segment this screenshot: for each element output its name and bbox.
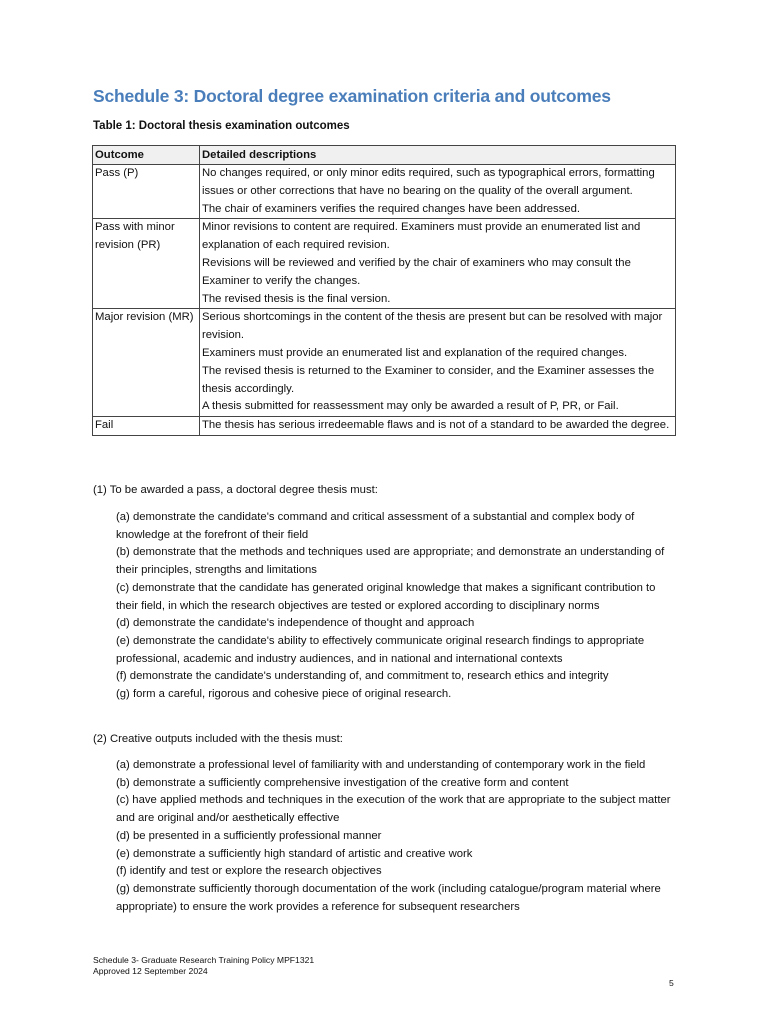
footer-policy-line: Schedule 3- Graduate Research Training Policy MPF1321 — [93, 955, 315, 965]
description-line: The revised thesis is returned to the Examiner to consider, and the Examiner assesses the thesis accordingly. — [202, 364, 655, 395]
outcome-cell: Pass (P) — [93, 165, 200, 219]
outcome-cell: Pass with minor revision (PR) — [93, 219, 200, 309]
description-line: The chair of examiners verifies the required changes have been addressed. — [202, 202, 581, 215]
description-line: Serious shortcomings in the content of the thesis are present but can be resolved with major revision. — [202, 311, 663, 342]
section-2-intro: (2) Creative outputs included with the thesis must: — [93, 733, 343, 745]
table-row — [93, 219, 676, 309]
page-title: Schedule 3: Doctoral degree examination criteria and outcomes — [93, 86, 611, 106]
description-cell — [200, 417, 676, 436]
list-item: (d) be presented in a sufficiently professional manner — [116, 829, 382, 842]
list-item: (c) have applied methods and techniques in the execution of the work that are appropriate to the subject matter and are original and/or aesthetically effective — [116, 794, 671, 825]
description-line: Examiners must provide an enumerated list and explanation of the required changes. — [202, 346, 628, 359]
description-line: Revisions will be reviewed and verified by the chair of examiners who may consult the Examiner to verify the changes. — [202, 256, 631, 287]
list-item: (e) demonstrate a sufficiently high standard of artistic and creative work — [116, 847, 473, 860]
list-item: (e) demonstrate the candidate's ability to effectively communicate original research findings to appropriate professional, academic and industry audiences, and in national and international contexts — [116, 634, 645, 665]
list-item: (f) identify and test or explore the research objectives — [116, 865, 382, 878]
description-line: A thesis submitted for reassessment may only be awarded a result of P, PR, or Fail. — [202, 400, 619, 413]
header-outcome: Outcome — [93, 146, 200, 165]
list-item: (c) demonstrate that the candidate has generated original knowledge that makes a significant contribution to their field, in which the research objectives are tested or explored according to disciplinary norms — [116, 581, 656, 612]
footer-approval-line: Approved 12 September 2024 — [93, 966, 208, 976]
outcome-cell: Major revision (MR) — [93, 309, 200, 417]
list-item: (b) demonstrate that the methods and techniques used are appropriate; and demonstrate an understanding of their principles, strengths and limitations — [116, 546, 665, 577]
page-footer — [93, 955, 314, 977]
description-line: Minor revisions to content are required. Examiners must provide an enumerated list and explanation of each required revision. — [202, 221, 641, 252]
table-row — [93, 309, 676, 417]
outcome-cell: Fail — [93, 417, 200, 436]
list-item: (f) demonstrate the candidate's understanding of, and commitment to, research ethics and integrity — [116, 670, 609, 683]
outcomes-table — [92, 145, 676, 436]
list-item: (g) form a careful, rigorous and cohesive piece of original research. — [116, 688, 452, 701]
description-line: No changes required, or only minor edits required, such as typographical errors, formatting issues or other corrections that have no bearing on the quality of the overall argument. — [202, 167, 655, 197]
pass-criteria-list — [116, 509, 676, 704]
description-cell — [200, 309, 676, 417]
table-header-row — [93, 146, 676, 165]
section-1-intro: (1) To be awarded a pass, a doctoral degree thesis must: — [93, 484, 378, 496]
list-item: (a) demonstrate the candidate's command and critical assessment of a substantial and complex body of knowledge at the forefront of their field — [116, 511, 635, 541]
table-row — [93, 417, 676, 436]
table-row — [93, 165, 676, 219]
description-line: The thesis has serious irredeemable flaws and is not of a standard to be awarded the degree. — [202, 419, 670, 432]
list-item: (b) demonstrate a sufficiently comprehensive investigation of the creative form and content — [116, 776, 569, 789]
header-descriptions: Detailed descriptions — [200, 146, 676, 165]
list-item: (a) demonstrate a professional level of familiarity with and understanding of contemporary work in the field — [116, 759, 646, 771]
description-line: The revised thesis is the final version. — [202, 292, 391, 305]
description-cell — [200, 165, 676, 219]
page-number: 5 — [669, 978, 674, 988]
list-item: (g) demonstrate sufficiently thorough documentation of the work (including catalogue/program material where appropriate) to ensure the work provides a reference for subsequent researchers — [116, 882, 661, 913]
list-item: (d) demonstrate the candidate's independence of thought and approach — [116, 617, 475, 630]
description-cell — [200, 219, 676, 309]
creative-outputs-list — [116, 757, 676, 916]
table-caption: Table 1: Doctoral thesis examination outcomes — [93, 120, 350, 132]
